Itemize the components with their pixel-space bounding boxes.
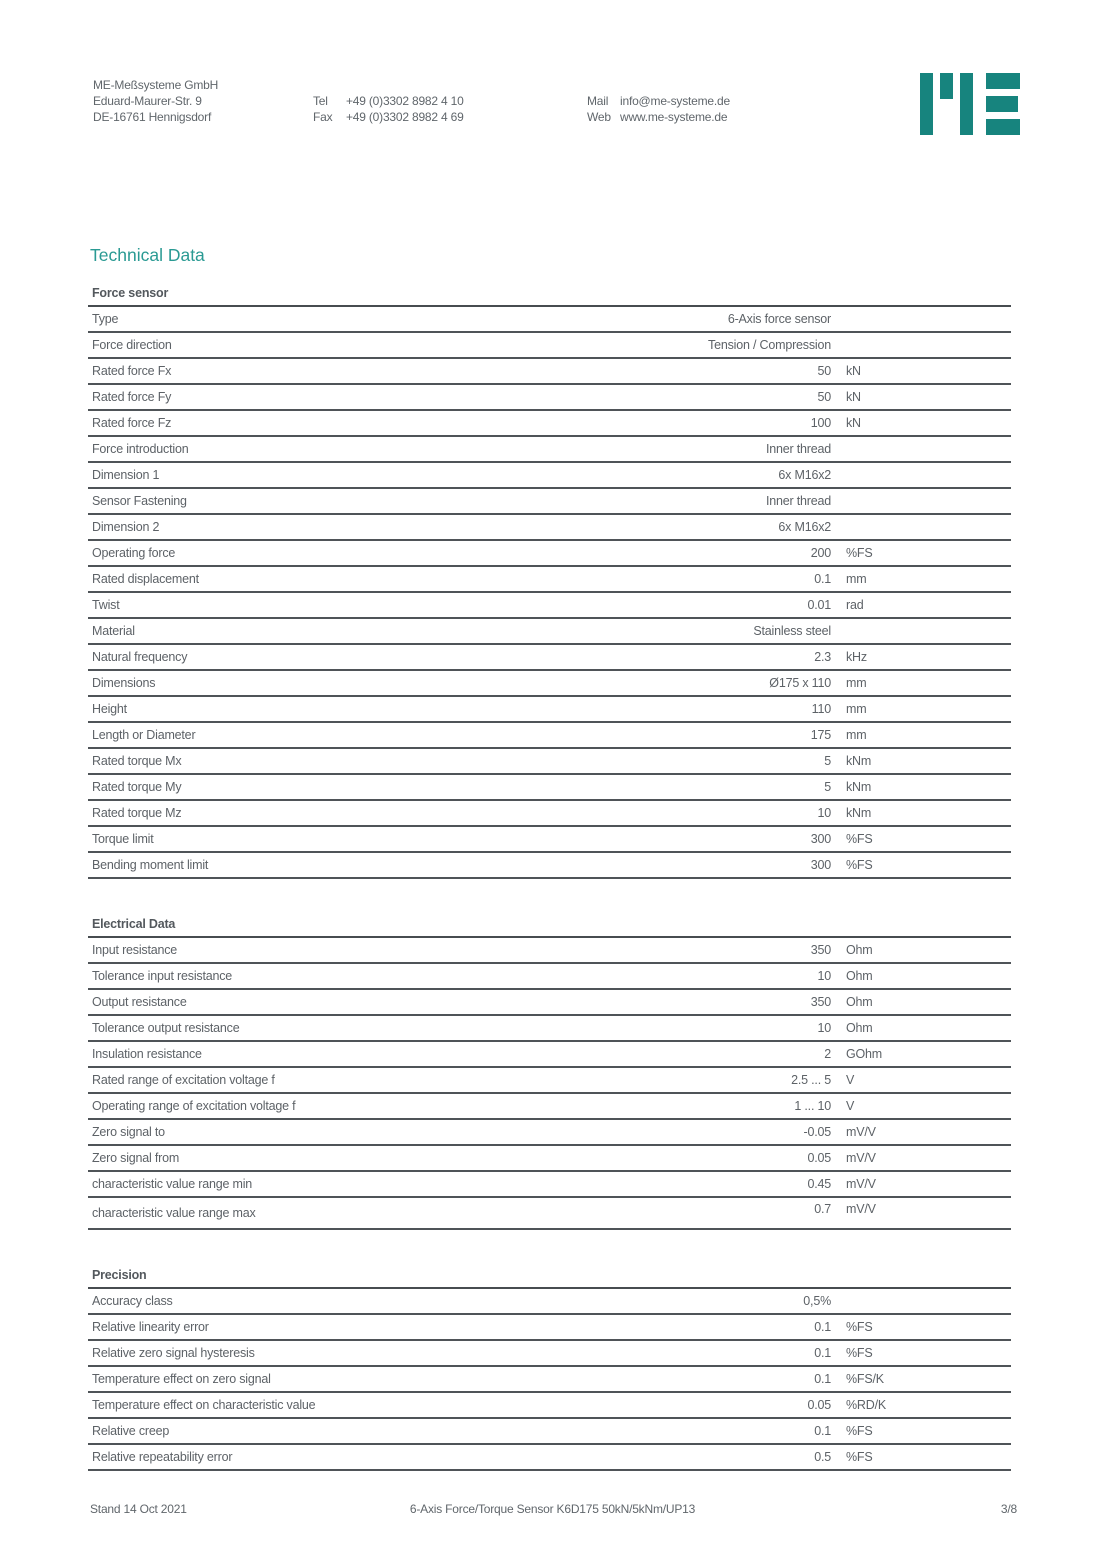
row-label: Material [92,624,135,638]
row-label: Operating force [92,546,176,560]
table-row [88,359,1011,385]
row-unit: kHz [846,650,867,664]
row-label: Relative zero signal hysteresis [92,1346,255,1360]
row-unit: kNm [846,780,872,794]
row-unit: %FS [846,858,873,872]
web-line [587,109,730,125]
row-label: Accuracy class [92,1294,173,1308]
table-row [88,1289,1011,1315]
row-unit: %RD/K [846,1398,886,1412]
fax-number: +49 (0)3302 8982 4 69 [346,110,464,124]
section-rows [88,307,1011,879]
row-unit: mm [846,728,867,742]
table-row [88,1120,1011,1146]
row-unit: mV/V [846,1202,876,1216]
row-value: 350 [810,943,831,957]
table-row [88,1445,1011,1471]
table-row [88,723,1011,749]
row-label: Tolerance output resistance [92,1021,240,1035]
row-value: 0.1 [814,572,831,586]
table-row [88,775,1011,801]
table-row [88,1016,1011,1042]
row-value: 10 [817,1021,831,1035]
row-unit: kN [846,416,861,430]
table-row [88,593,1011,619]
footer-page-number: 3/8 [1000,1502,1017,1516]
row-value: Stainless steel [753,624,831,638]
row-label: Sensor Fastening [92,494,187,508]
company-name: ME-Meßsysteme GmbH [93,78,219,92]
row-value: 0.01 [807,598,831,612]
section-rows [88,938,1011,1230]
logo-m-bar-left [920,73,933,135]
row-value: 0.5 [814,1450,831,1464]
row-value: 10 [817,806,831,820]
row-label: Relative creep [92,1424,170,1438]
tel-label: Tel [313,94,328,108]
fax-label: Fax [313,110,333,124]
row-label: Input resistance [92,943,178,957]
row-unit: %FS [846,1346,873,1360]
row-label: Length or Diameter [92,728,196,742]
table-row [88,385,1011,411]
me-logo [920,73,1020,135]
row-value: 2.5 ... 5 [791,1073,831,1087]
row-label: Dimension 2 [92,520,160,534]
table-row [88,697,1011,723]
row-unit: Ohm [846,969,873,983]
row-unit: mV/V [846,1125,876,1139]
row-value: 0.1 [814,1424,831,1438]
logo-e-group [986,73,1020,135]
row-label: Type [92,312,119,326]
row-label: Temperature effect on characteristic value [92,1398,316,1412]
table-row [88,1172,1011,1198]
web-address: www.me-systeme.de [620,110,728,124]
section-title: Precision [88,1268,1011,1289]
footer-document-title: 6-Axis Force/Torque Sensor K6D175 50kN/5kNm/UP13 [409,1502,696,1516]
row-unit: mV/V [846,1151,876,1165]
row-label: Rated range of excitation voltage f [92,1073,275,1087]
row-unit: kN [846,390,861,404]
table-row [88,1367,1011,1393]
row-label: Natural frequency [92,650,188,664]
row-value: Inner thread [765,494,831,508]
section-rows [88,1289,1011,1471]
row-unit: kN [846,364,861,378]
row-unit: %FS [846,1320,873,1334]
logo-e-bar-top [986,73,1020,89]
row-value: 6x M16x2 [778,520,831,534]
row-label: Rated force Fy [92,390,172,404]
row-unit: %FS [846,546,873,560]
row-label: Rated torque Mx [92,754,182,768]
row-unit: %FS [846,1450,873,1464]
row-label: characteristic value range min [92,1177,253,1191]
row-value: 0.1 [814,1320,831,1334]
logo-e-bar-middle [986,96,1018,112]
fax-line [313,109,464,125]
row-value: Inner thread [765,442,831,456]
row-value: 5 [824,754,831,768]
row-value: 0.1 [814,1372,831,1386]
row-label: Relative repeatability error [92,1450,233,1464]
table-row [88,1068,1011,1094]
row-value: 0.05 [807,1151,831,1165]
table-row [88,541,1011,567]
row-value: 2.3 [814,650,831,664]
table-row [88,671,1011,697]
row-label: Rated force Fz [92,416,172,430]
row-label: Rated force Fx [92,364,172,378]
row-value: 1 ... 10 [794,1099,831,1113]
row-value: 300 [810,858,831,872]
phone-contact-block [313,93,464,125]
row-label: Rated torque My [92,780,182,794]
row-unit: GOhm [846,1047,883,1061]
mail-label: Mail [587,94,609,108]
row-unit: kNm [846,754,872,768]
row-unit: Ohm [846,943,873,957]
row-label: Rated torque Mz [92,806,182,820]
table-row [88,1198,1011,1230]
row-value: 0.1 [814,1346,831,1360]
row-value: 0.05 [807,1398,831,1412]
row-value: 300 [810,832,831,846]
web-label: Web [587,110,611,124]
data-section [88,917,1011,1230]
table-row [88,827,1011,853]
row-label: Zero signal to [92,1125,165,1139]
table-row [88,567,1011,593]
row-unit: mm [846,572,867,586]
row-value: 350 [810,995,831,1009]
row-value: -0.05 [803,1125,831,1139]
table-row [88,463,1011,489]
row-value: 0.7 [814,1202,831,1216]
table-row [88,1094,1011,1120]
row-unit: %FS [846,832,873,846]
online-contact-block [587,93,730,125]
table-row [88,411,1011,437]
row-label: Torque limit [92,832,154,846]
table-row [88,619,1011,645]
row-unit: V [846,1073,855,1087]
table-row [88,437,1011,463]
table-row [88,1315,1011,1341]
row-value: 110 [811,702,831,716]
row-unit: mm [846,676,867,690]
row-unit: kNm [846,806,872,820]
table-row [88,1419,1011,1445]
row-value: 0.45 [807,1177,831,1191]
row-value: 50 [817,364,831,378]
row-unit: Ohm [846,1021,873,1035]
mail-address: info@me-systeme.de [620,94,730,108]
table-row [88,1341,1011,1367]
table-row [88,938,1011,964]
table-row [88,853,1011,879]
row-value: 6x M16x2 [778,468,831,482]
row-value: 200 [810,546,831,560]
content-area [88,245,1011,1471]
row-label: Relative linearity error [92,1320,209,1334]
row-label: Force direction [92,338,172,352]
section-title: Electrical Data [88,917,1011,938]
row-label: Temperature effect on zero signal [92,1372,271,1386]
section-title: Force sensor [88,286,1011,307]
table-row [88,515,1011,541]
logo-e-bar-bottom [986,119,1020,135]
row-label: Dimension 1 [92,468,160,482]
row-label: Bending moment limit [92,858,209,872]
row-unit: %FS/K [846,1372,884,1386]
row-unit: Ohm [846,995,873,1009]
row-label: Zero signal from [92,1151,180,1165]
row-value: 100 [810,416,831,430]
row-unit: %FS [846,1424,873,1438]
row-value: 2 [824,1047,831,1061]
row-unit: mV/V [846,1177,876,1191]
row-label: Operating range of excitation voltage f [92,1099,296,1113]
row-value: 10 [817,969,831,983]
data-section [88,1268,1011,1471]
table-row [88,489,1011,515]
table-row [88,1146,1011,1172]
table-row [88,1042,1011,1068]
row-value: Ø175 x 110 [769,676,831,690]
row-label: characteristic value range max [92,1206,256,1220]
mail-line [587,93,730,109]
table-row [88,333,1011,359]
tel-number: +49 (0)3302 8982 4 10 [346,94,464,108]
logo-m-bar-right [960,73,973,135]
row-unit: rad [846,598,864,612]
sections [88,286,1011,1471]
row-label: Rated displacement [92,572,199,586]
row-label: Twist [92,598,120,612]
row-label: Insulation resistance [92,1047,202,1061]
row-label: Output resistance [92,995,187,1009]
footer-date: Stand 14 Oct 2021 [90,1502,187,1516]
row-unit: V [846,1099,855,1113]
row-label: Dimensions [92,676,156,690]
row-value: Tension / Compression [708,338,831,352]
data-section [88,286,1011,879]
company-address [93,77,218,125]
table-row [88,801,1011,827]
row-unit: mm [846,702,867,716]
company-city: DE-16761 Hennigsdorf [93,110,212,124]
row-value: 0,5% [803,1294,831,1308]
company-street: Eduard-Maurer-Str. 9 [93,94,202,108]
page-title: Technical Data [90,245,205,265]
tel-line [313,93,464,109]
table-row [88,749,1011,775]
table-row [88,645,1011,671]
table-row [88,307,1011,333]
row-value: 5 [824,780,831,794]
table-row [88,1393,1011,1419]
row-label: Force introduction [92,442,189,456]
row-value: 50 [817,390,831,404]
row-value: 175 [810,728,831,742]
row-label: Tolerance input resistance [92,969,233,983]
logo-m-bar-middle [940,73,953,99]
table-row [88,990,1011,1016]
row-value: 6-Axis force sensor [727,312,831,326]
row-label: Height [92,702,127,716]
table-row [88,964,1011,990]
